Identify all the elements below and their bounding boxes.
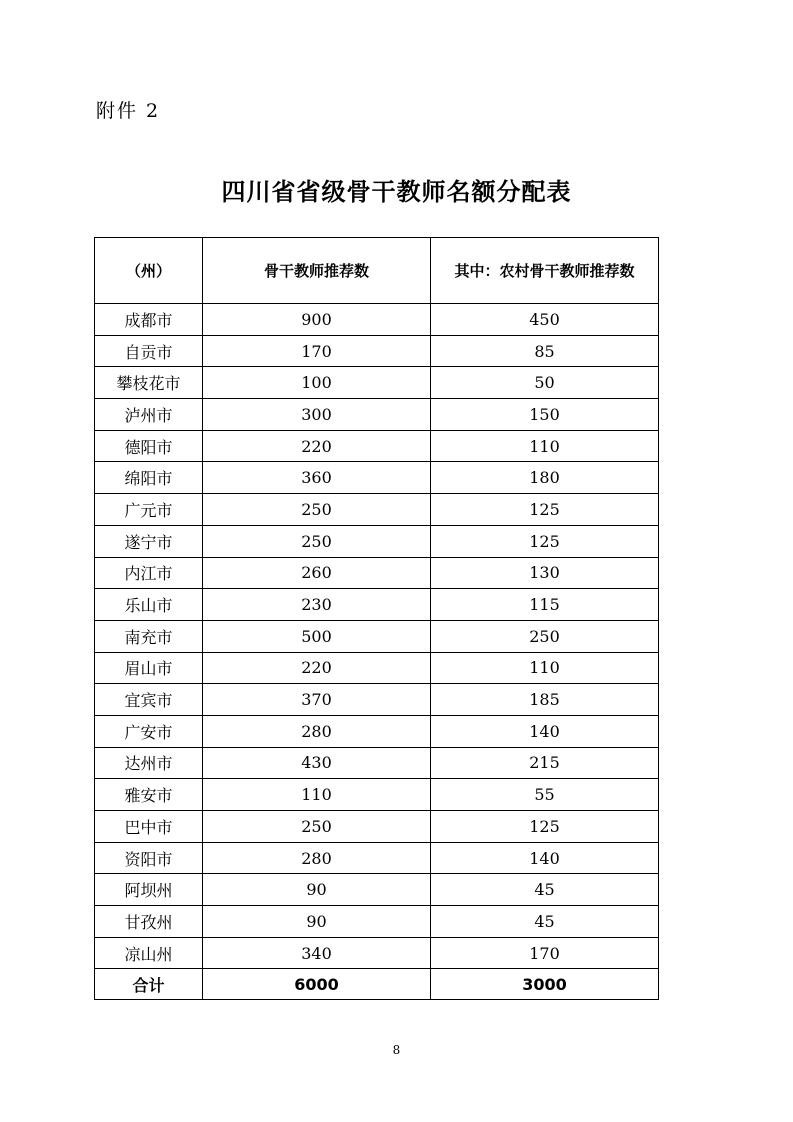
table-row <box>95 937 659 969</box>
rural-count-cell: 150 <box>431 399 659 431</box>
region-cell: 攀枝花市 <box>95 367 203 399</box>
table-row <box>95 335 659 367</box>
table-row <box>95 684 659 716</box>
backbone-count-cell: 500 <box>203 620 431 652</box>
backbone-count-cell: 220 <box>203 652 431 684</box>
table-row <box>95 494 659 526</box>
table-row <box>95 652 659 684</box>
table-row <box>95 874 659 906</box>
rural-count-cell: 85 <box>431 335 659 367</box>
rural-count-cell: 185 <box>431 684 659 716</box>
region-cell: 德阳市 <box>95 430 203 462</box>
backbone-count-cell: 100 <box>203 367 431 399</box>
rural-count-cell: 110 <box>431 652 659 684</box>
backbone-count-cell: 280 <box>203 715 431 747</box>
region-cell: 泸州市 <box>95 399 203 431</box>
rural-count-cell: 180 <box>431 462 659 494</box>
rural-count-cell: 45 <box>431 906 659 938</box>
region-cell: 阿坝州 <box>95 874 203 906</box>
header-region: （州） <box>95 238 203 304</box>
backbone-count-cell: 250 <box>203 811 431 843</box>
table-row <box>95 304 659 336</box>
rural-count-cell: 250 <box>431 620 659 652</box>
header-rural-count: 其中：农村骨干教师推荐数 <box>431 238 659 304</box>
rural-count-cell: 125 <box>431 811 659 843</box>
backbone-count-cell: 260 <box>203 557 431 589</box>
region-cell: 南充市 <box>95 620 203 652</box>
table-row <box>95 399 659 431</box>
region-cell: 广安市 <box>95 715 203 747</box>
table-row <box>95 715 659 747</box>
header-backbone-count: 骨干教师推荐数 <box>203 238 431 304</box>
backbone-count-cell: 90 <box>203 874 431 906</box>
backbone-count-cell: 170 <box>203 335 431 367</box>
region-cell: 乐山市 <box>95 589 203 621</box>
total-rural-count: 3000 <box>431 969 659 1000</box>
region-cell: 宜宾市 <box>95 684 203 716</box>
backbone-count-cell: 900 <box>203 304 431 336</box>
table-row <box>95 779 659 811</box>
rural-count-cell: 50 <box>431 367 659 399</box>
backbone-count-cell: 250 <box>203 494 431 526</box>
annex-label: 附件 2 <box>96 100 161 122</box>
rural-count-cell: 140 <box>431 715 659 747</box>
rural-count-cell: 125 <box>431 494 659 526</box>
rural-count-cell: 55 <box>431 779 659 811</box>
table-row <box>95 906 659 938</box>
backbone-count-cell: 370 <box>203 684 431 716</box>
total-backbone-count: 6000 <box>203 969 431 1000</box>
region-cell: 资阳市 <box>95 842 203 874</box>
region-cell: 内江市 <box>95 557 203 589</box>
table-row <box>95 747 659 779</box>
backbone-count-cell: 340 <box>203 937 431 969</box>
backbone-count-cell: 360 <box>203 462 431 494</box>
backbone-count-cell: 230 <box>203 589 431 621</box>
rural-count-cell: 115 <box>431 589 659 621</box>
region-cell: 凉山州 <box>95 937 203 969</box>
table-row <box>95 620 659 652</box>
rural-count-cell: 140 <box>431 842 659 874</box>
quota-table <box>94 237 659 1000</box>
region-cell: 巴中市 <box>95 811 203 843</box>
table-header-row <box>95 238 659 304</box>
page-title: 四川省省级骨干教师名额分配表 <box>221 178 572 206</box>
rural-count-cell: 170 <box>431 937 659 969</box>
table-body <box>95 304 659 969</box>
region-cell: 绵阳市 <box>95 462 203 494</box>
page-number: 8 <box>392 1043 401 1057</box>
region-cell: 自贡市 <box>95 335 203 367</box>
rural-count-cell: 45 <box>431 874 659 906</box>
rural-count-cell: 450 <box>431 304 659 336</box>
backbone-count-cell: 300 <box>203 399 431 431</box>
region-cell: 达州市 <box>95 747 203 779</box>
rural-count-cell: 215 <box>431 747 659 779</box>
table-row <box>95 525 659 557</box>
backbone-count-cell: 110 <box>203 779 431 811</box>
table-row <box>95 557 659 589</box>
region-cell: 雅安市 <box>95 779 203 811</box>
rural-count-cell: 125 <box>431 525 659 557</box>
region-cell: 广元市 <box>95 494 203 526</box>
table-row <box>95 462 659 494</box>
region-cell: 成都市 <box>95 304 203 336</box>
region-cell: 甘孜州 <box>95 906 203 938</box>
rural-count-cell: 110 <box>431 430 659 462</box>
table-row <box>95 589 659 621</box>
backbone-count-cell: 430 <box>203 747 431 779</box>
backbone-count-cell: 220 <box>203 430 431 462</box>
backbone-count-cell: 280 <box>203 842 431 874</box>
table-row <box>95 367 659 399</box>
backbone-count-cell: 250 <box>203 525 431 557</box>
table-row <box>95 811 659 843</box>
rural-count-cell: 130 <box>431 557 659 589</box>
total-label: 合计 <box>95 969 203 1000</box>
table-row <box>95 430 659 462</box>
table-row <box>95 842 659 874</box>
region-cell: 遂宁市 <box>95 525 203 557</box>
total-row <box>95 969 659 1000</box>
region-cell: 眉山市 <box>95 652 203 684</box>
backbone-count-cell: 90 <box>203 906 431 938</box>
